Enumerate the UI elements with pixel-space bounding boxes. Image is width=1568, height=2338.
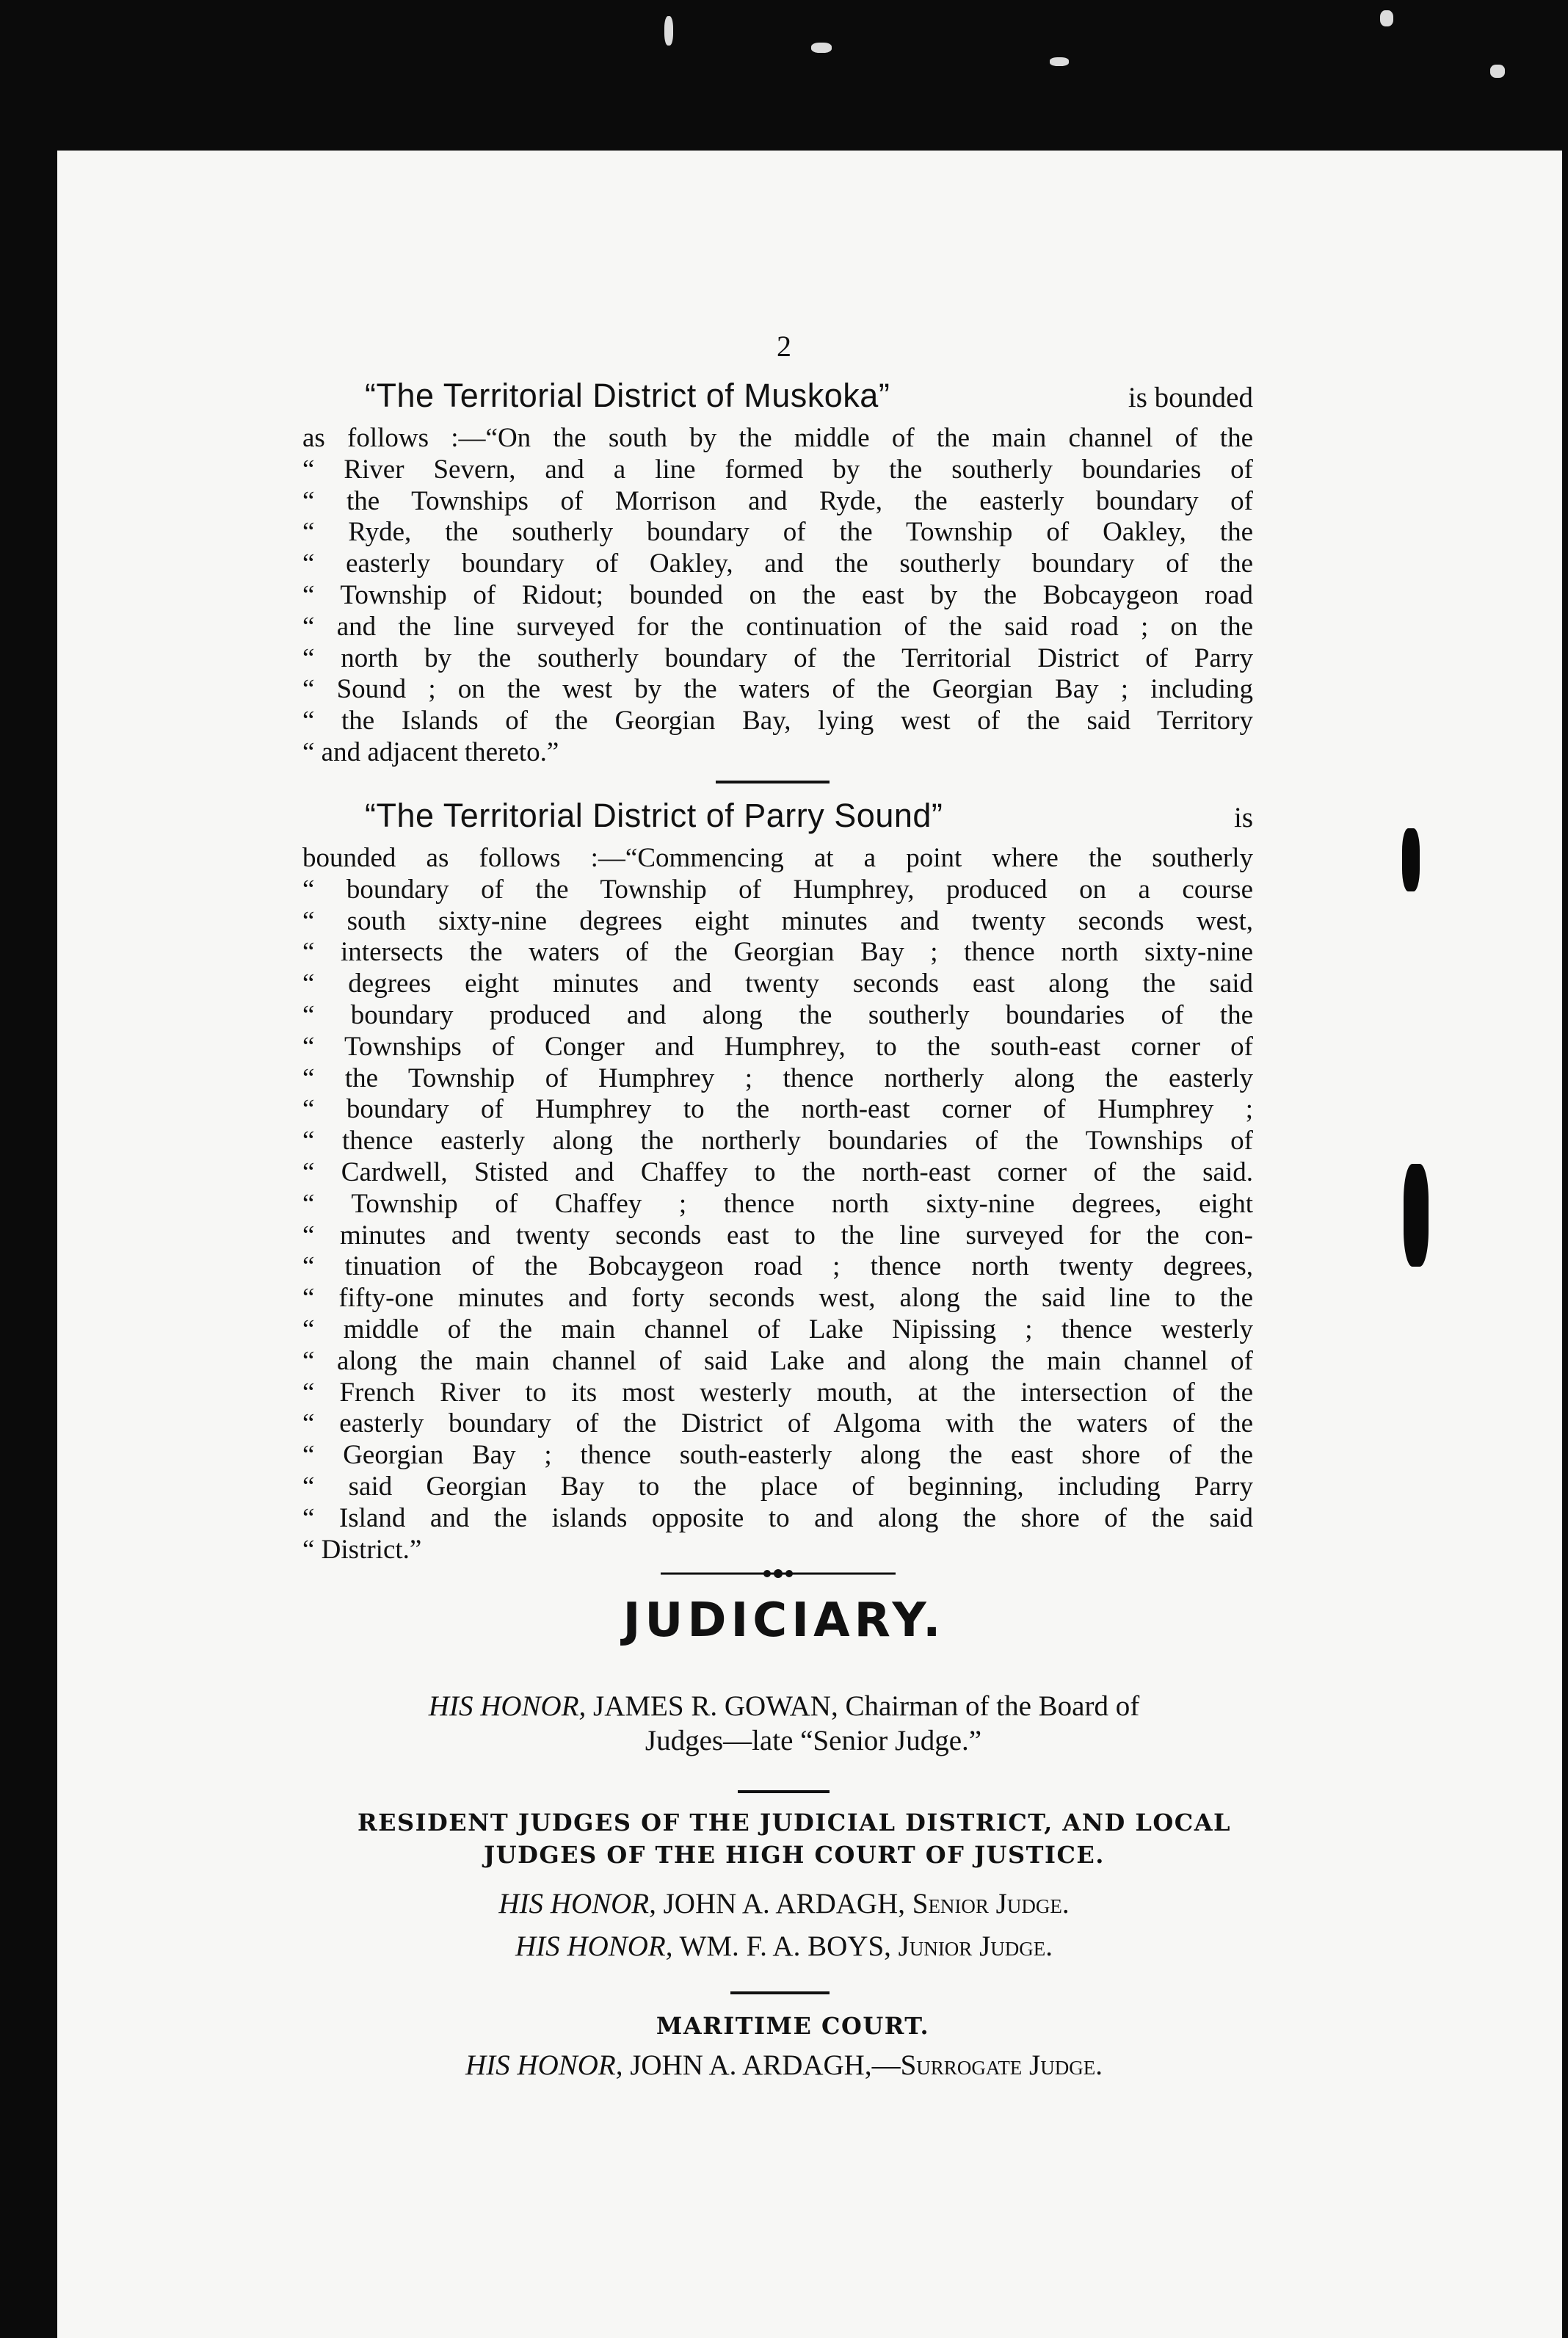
parry-sound-line: “ Townships of Conger and Humphrey, to the south-east corner of (302, 1031, 1253, 1062)
parry-sound-line: “ Cardwell, Stisted and Chaffey to the north-east corner of the said. (302, 1157, 1253, 1187)
parry-sound-line: “ middle of the main channel of Lake Nipissing ; thence westerly (302, 1314, 1253, 1344)
page-number: 2 (777, 330, 791, 363)
muskoka-heading-tail: is bounded (1128, 382, 1253, 413)
resident-judges-heading (0, 1806, 1568, 1871)
resident-judges-heading-line-1: RESIDENT JUDGES OF THE JUDICIAL DISTRICT, AND LOCAL (357, 1809, 1232, 1836)
maritime-judge-honor: HIS HONOR, (465, 2049, 623, 2081)
section-divider (738, 1790, 830, 1793)
chairman-entry (0, 1689, 1568, 1758)
maritime-court-heading: MARITIME COURT. (656, 2012, 930, 2040)
scan-blemish (1490, 65, 1505, 78)
section-divider (716, 781, 830, 783)
parry-sound-heading: “The Territorial District of Parry Sound” (365, 797, 943, 834)
parry-sound-line: “ along the main channel of said Lake and along the main channel of (302, 1345, 1253, 1376)
senior-judge-entry (0, 1887, 1568, 1920)
resident-judges-heading-line-2: JUDGES OF THE HIGH COURT OF JUSTICE. (484, 1841, 1105, 1869)
muskoka-line: “ Sound ; on the west by the waters of the Georgian Bay ; including (302, 674, 1253, 705)
maritime-judge-name: JOHN A. ARDAGH,— (630, 2049, 901, 2081)
parry-sound-line: “ intersects the waters of the Georgian Bay ; thence north sixty-nine (302, 937, 1253, 968)
junior-judge-title: Junior Judge. (898, 1930, 1053, 1962)
muskoka-line: “ easterly boundary of Oakley, and the southerly boundary of the (302, 549, 1253, 579)
parry-sound-heading-tail: is (1233, 802, 1253, 833)
parry-sound-line: “ Island and the islands opposite to and along the shore of the said (302, 1502, 1253, 1533)
parry-sound-line: “ Township of Chaffey ; thence north sixty-nine degrees, eight (302, 1188, 1253, 1219)
senior-judge-title: Senior Judge. (912, 1888, 1070, 1919)
chairman-line-1: JAMES R. GOWAN, Chairman of the Board of (593, 1690, 1140, 1722)
parry-sound-line: “ District.” (302, 1534, 422, 1565)
muskoka-line: “ River Severn, and a line formed by the southerly boundaries of (302, 454, 1253, 485)
parry-sound-line: “ boundary of Humphrey to the north-east corner of Humphrey ; (302, 1094, 1253, 1125)
section-divider (730, 1991, 830, 1994)
muskoka-line: “ Ryde, the southerly boundary of the Township of Oakley, the (302, 517, 1253, 548)
muskoka-heading: “The Territorial District of Muskoka” (365, 377, 890, 414)
margin-mark (1404, 1164, 1429, 1267)
parry-sound-section (302, 797, 1253, 1566)
muskoka-line: “ Township of Ridout; bounded on the east by the Bobcaygeon road (302, 579, 1253, 610)
chairman-line-2: Judges—late “Senior Judge.” (645, 1725, 982, 1756)
muskoka-line: “ north by the southerly boundary of the Territorial District of Parry (302, 643, 1253, 673)
parry-sound-line: bounded as follows :—“Commencing at a point where the southerly (302, 843, 1253, 873)
ornamental-divider (661, 1568, 896, 1579)
margin-mark (1402, 828, 1420, 891)
senior-judge-name: JOHN A. ARDAGH, (663, 1888, 905, 1919)
parry-sound-line: “ tinuation of the Bobcaygeon road ; thence north twenty degrees, (302, 1251, 1253, 1282)
muskoka-line: “ and adjacent thereto.” (302, 736, 559, 767)
parry-sound-line: “ the Township of Humphrey ; thence northerly along the easterly (302, 1063, 1253, 1093)
scan-blemish (1050, 57, 1069, 66)
muskoka-line: “ and the line surveyed for the continuation of the said road ; on the (302, 611, 1253, 642)
parry-sound-line: “ thence easterly along the northerly boundaries of the Townships of (302, 1126, 1253, 1157)
chairman-honor: HIS HONOR, (428, 1690, 587, 1722)
junior-judge-entry (0, 1930, 1568, 1963)
parry-sound-line: “ Georgian Bay ; thence south-easterly along the east shore of the (302, 1440, 1253, 1471)
parry-sound-line: “ easterly boundary of the District of Algoma with the waters of the (302, 1408, 1253, 1439)
parry-sound-line: “ boundary produced and along the southerly boundaries of the (302, 999, 1253, 1030)
scan-blemish (664, 16, 673, 46)
scan-blemish (811, 43, 832, 53)
parry-sound-line: “ degrees eight minutes and twenty seconds east along the said (302, 969, 1253, 999)
parry-sound-line: “ minutes and twenty seconds east to the line surveyed for the con- (302, 1220, 1253, 1251)
muskoka-line: as follows :—“On the south by the middle of the main channel of the (302, 423, 1253, 453)
parry-sound-line: “ French River to its most westerly mouth, at the intersection of the (302, 1377, 1253, 1408)
senior-judge-honor: HIS HONOR, (498, 1888, 656, 1919)
judiciary-title: JUDICIARY. (623, 1593, 945, 1648)
muskoka-section (302, 377, 1253, 769)
maritime-judge-entry (0, 2049, 1568, 2082)
parry-sound-line: “ south sixty-nine degrees eight minutes and twenty seconds west, (302, 905, 1253, 936)
junior-judge-honor: HIS HONOR, (515, 1930, 673, 1962)
parry-sound-line: “ said Georgian Bay to the place of beginning, including Parry (302, 1471, 1253, 1502)
junior-judge-name: WM. F. A. BOYS, (679, 1930, 891, 1962)
scan-blemish (1380, 10, 1393, 26)
parry-sound-line: “ fifty-one minutes and forty seconds west, along the said line to the (302, 1283, 1253, 1314)
maritime-judge-title: Surrogate Judge. (900, 2049, 1103, 2081)
muskoka-line: “ the Townships of Morrison and Ryde, the easterly boundary of (302, 485, 1253, 516)
parry-sound-line: “ boundary of the Township of Humphrey, produced on a course (302, 874, 1253, 905)
muskoka-line: “ the Islands of the Georgian Bay, lying west of the said Territory (302, 706, 1253, 736)
